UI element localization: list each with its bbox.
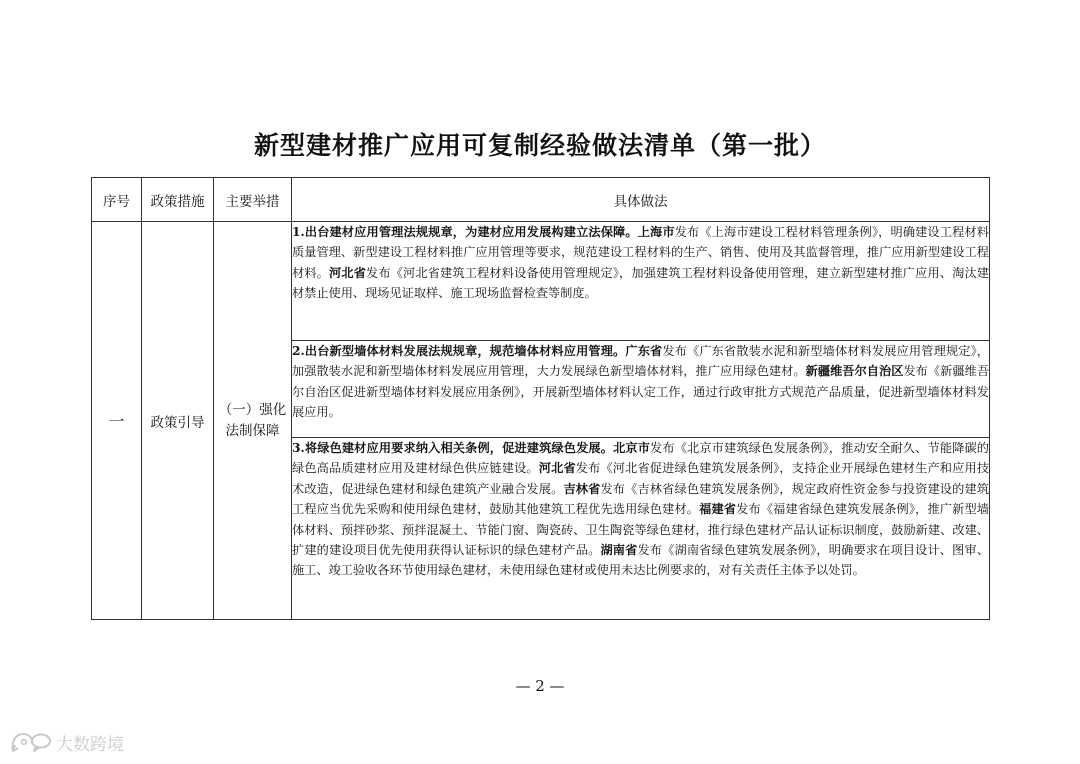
region-name: 广东省 (625, 344, 663, 358)
practice-text: 发布《福建省绿色建筑发展条例》，推广新型墙体材料、预拌砂浆、预拌混凝土、节能门窗、陶瓷砖、卫生陶瓷等绿色建材，推行绿色建材产品认证标识制度，鼓励新建、改建、扩建的建设项目优先使用获得认证标识的绿色建材产品。 (292, 502, 989, 558)
region-name: 湖南省 (600, 543, 638, 558)
practice-item-2 (292, 341, 990, 438)
region-name: 新疆维吾尔自治区 (805, 364, 904, 379)
header-policy-measure: 政策措施 (142, 178, 214, 222)
practice-lead: 3.将绿色建材应用要求纳入相关条例，促进建筑绿色发展。 (292, 441, 614, 455)
region-name: 河北省 (329, 265, 367, 280)
region-name: 福建省 (699, 502, 737, 517)
practice-text: 发布《新疆维吾尔自治区促进新型墙体材料发展应用条例》，开展新型墙体材料认定工作，通过行政审批方式规范产品质量，促进新型墙体材料发展应用。 (292, 364, 990, 420)
practice-item-1 (292, 222, 990, 341)
table-header-row (92, 178, 990, 222)
header-main-action: 主要举措 (214, 178, 292, 222)
table-row (92, 222, 990, 341)
policy-measure-cell: 政策引导 (142, 222, 214, 620)
document-title: 新型建材推广应用可复制经验做法清单（第一批） (253, 131, 826, 160)
header-seq: 序号 (92, 178, 142, 222)
practice-text: 发布《北京市建筑绿色发展条例》，推动安全耐久、节能降碳的绿色高品质建材应用及建材绿色供应链建设。 (292, 441, 989, 476)
watermark-text: 大数跨境 (56, 734, 124, 755)
region-name: 河北省 (538, 461, 576, 476)
practice-text: 发布《广东省散装水泥和新型墙体材料发展应用管理规定》，加强散装水泥和新型墙体材料发展应用管理，大力发展绿色新型墙体材料，推广应用绿色建材。 (292, 344, 989, 379)
region-name: 吉林省 (563, 481, 601, 496)
practice-text: 发布《河北省促进绿色建筑发展条例》，支持企业开展绿色建材生产和应用技术改造，促进绿色建材和绿色建筑产业融合发展。 (292, 461, 990, 496)
main-action-cell: （一）强化法制保障 (214, 222, 292, 620)
practice-item-3 (292, 438, 990, 620)
practice-lead: 1.出台建材应用管理法规规章，为建材应用发展构建立法保障。 (292, 225, 638, 239)
speech-bubble-logo-icon (10, 730, 52, 754)
seq-cell: 一 (92, 222, 142, 620)
measures-table (91, 177, 990, 620)
page-number: — 2 — (515, 677, 565, 695)
practice-lead: 2.出台新型墙体材料发展法规规章，规范墙体材料应用管理。 (292, 344, 626, 358)
practice-text: 发布《吉林省绿色建筑发展条例》，规定政府性资金参与投资建设的建筑工程应当优先采购和使用绿色建材，鼓励其他建筑工程优先选用绿色建材。 (292, 481, 990, 517)
practice-text: 发布《湖南省绿色建筑发展条例》，明确要求在项目设计、图审、施工、竣工验收各环节使用绿色建材，未使用绿色建材或使用未达比例要求的，对有关责任主体予以处罚。 (292, 543, 990, 578)
practice-text: 发布《河北省建筑工程材料设备使用管理规定》，加强建筑工程材料设备使用管理，建立新型建材推广应用、淘汰建材禁止使用、现场见证取样、施工现场监督检查等制度。 (292, 265, 989, 301)
watermark (10, 727, 124, 757)
region-name: 上海市 (637, 225, 675, 239)
practice-text: 发布《上海市建设工程材料管理条例》，明确建设工程材料质量管理、新型建设工程材料推广应用管理等要求，规范建设工程材料的生产、销售、使用及其监督管理，推广应用新型建设工程材料。 (292, 225, 989, 280)
region-name: 北京市 (613, 441, 651, 455)
header-specific-practice: 具体做法 (292, 178, 990, 222)
